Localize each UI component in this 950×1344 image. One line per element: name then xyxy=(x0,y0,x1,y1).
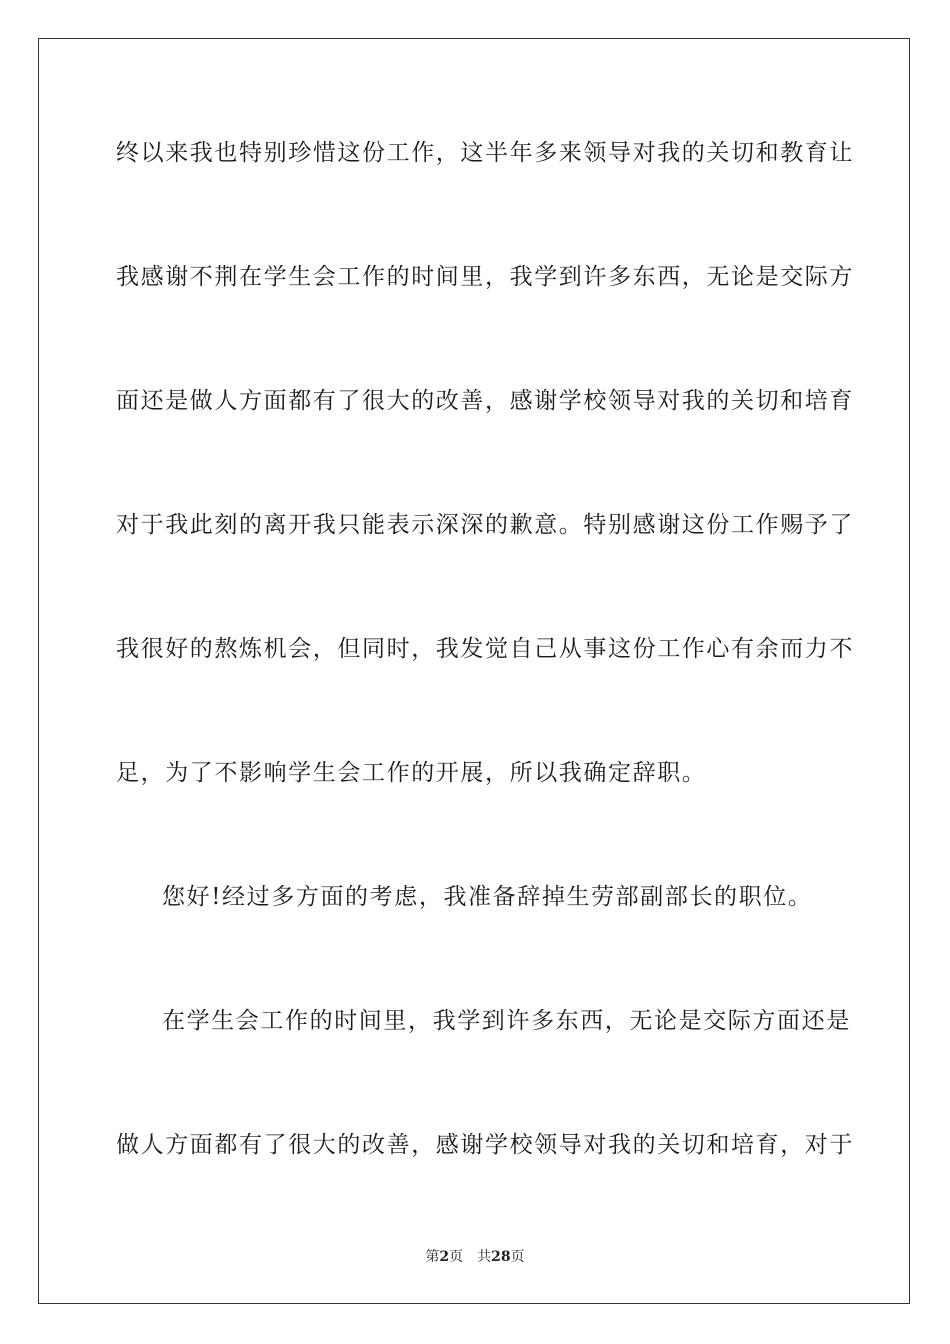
text-line-6: 足，为了不影响学生会工作的开展，所以我确定辞职。 xyxy=(116,760,707,786)
text-line-3: 面还是做人方面都有了很大的改善，感谢学校领导对我的关切和培育 xyxy=(116,388,854,414)
page-suffix: 页 xyxy=(449,1249,464,1265)
total-prefix: 共 xyxy=(477,1249,492,1265)
text-line-1: 终以来我也特别珍惜这份工作，这半年多来领导对我的关切和教育让 xyxy=(116,140,854,166)
total-pages: 28 xyxy=(491,1249,511,1265)
text-line-2: 我感谢不荆在学生会工作的时间里，我学到许多东西，无论是交际方 xyxy=(116,264,854,290)
page-prefix: 第 xyxy=(425,1249,440,1265)
page-border xyxy=(38,38,910,1304)
page-number: 2 xyxy=(439,1249,450,1265)
total-suffix: 页 xyxy=(510,1249,525,1265)
text-line-4: 对于我此刻的离开我只能表示深深的歉意。特别感谢这份工作赐予了 xyxy=(116,512,854,538)
text-line-5: 我很好的熬炼机会，但同时，我发觉自己从事这份工作心有余而力不 xyxy=(116,636,854,662)
page-footer xyxy=(0,1248,950,1266)
text-line-9: 做人方面都有了很大的改善，感谢学校领导对我的关切和培育，对于 xyxy=(116,1132,854,1158)
paragraph-greeting: 您好!经过多方面的考虑，我准备辞掉生劳部副部长的职位。 xyxy=(162,884,813,910)
paragraph-start-line: 在学生会工作的时间里，我学到许多东西，无论是交际方面还是 xyxy=(162,1008,851,1034)
